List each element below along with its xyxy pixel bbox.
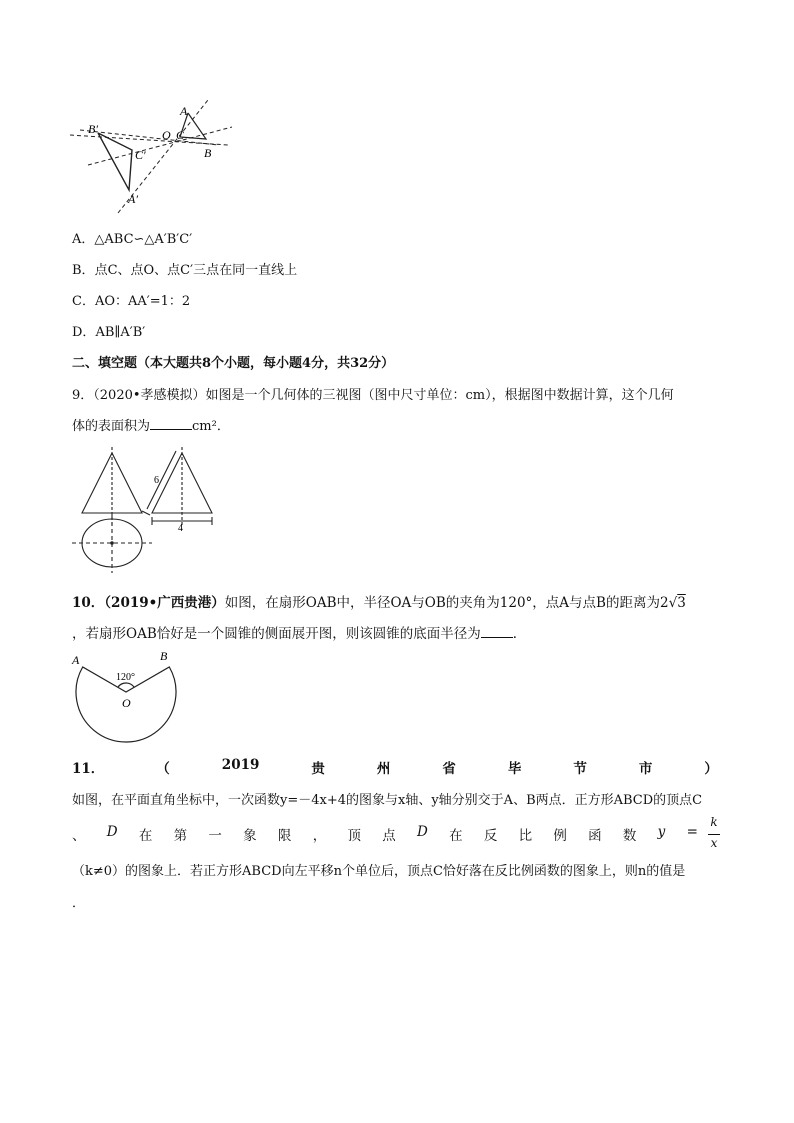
label-c: C: [176, 128, 185, 142]
label-o: O: [162, 128, 171, 142]
q11-year: 2019: [221, 757, 260, 773]
q11-h7: 节: [573, 761, 587, 777]
q11-header: [72, 757, 718, 777]
q10-label-a: A: [72, 653, 80, 667]
option-a-letter: A．: [72, 232, 95, 247]
option-a-text: △ABC∽△A′B′C′: [94, 232, 193, 247]
q11-p1: D: [106, 824, 118, 840]
q11-h6: 毕: [507, 761, 522, 777]
sector-figure: [68, 648, 183, 743]
option-d: [72, 321, 145, 340]
option-b: [72, 259, 297, 278]
option-c-letter: C．: [72, 294, 95, 309]
q11-p16: 数: [622, 828, 637, 844]
q9-line1: 9．（2020•孝感模拟）如图是一个几何体的三视图（图中尺寸单位：cm），根据图中数据计算，这个几何: [72, 388, 674, 403]
q10-answer-blank: [481, 623, 513, 638]
q9-answer-blank: [150, 415, 192, 430]
three-view-figure: [70, 445, 220, 575]
q11-paren-close: ）: [704, 761, 718, 777]
option-c: [72, 290, 190, 309]
fraction-denominator: x: [710, 836, 718, 850]
q11-p5: 象: [243, 828, 257, 844]
q9-unit: cm²．: [192, 419, 230, 434]
q11-p12: 反: [483, 828, 498, 844]
q10-text: 如图，在扇形OAB中，半径OA与OB的夹角为120°，点A与点B的距离为2: [224, 595, 669, 611]
option-d-text: AB∥A′B′: [95, 325, 146, 340]
q10-source: （2019•广西贵港）: [104, 595, 225, 611]
q10-line2-text: ，若扇形OAB恰好是一个圆锥的侧面展开图，则该圆锥的底面半径为: [72, 626, 481, 642]
label-b-prime: B′: [88, 122, 98, 136]
q11-line4: ．: [72, 896, 86, 911]
q11-h3: 贵: [311, 761, 325, 777]
q11-p8: 顶: [347, 828, 361, 844]
q9-slant-label: 6: [154, 475, 159, 486]
option-a: [72, 228, 192, 247]
q11-h4: 州: [376, 761, 391, 777]
section-title: 二、填空题（本大题共8个小题，每小题4分，共32分）: [72, 356, 395, 371]
q9-base-label: 4: [178, 523, 183, 534]
label-a-prime: A′: [128, 192, 138, 206]
q11-p7: ，: [312, 828, 327, 844]
q11-p0: 、: [72, 828, 86, 844]
q11-p2: 在: [138, 828, 153, 844]
q11-p14: 例: [553, 828, 567, 844]
q10-number: 10．: [72, 595, 105, 611]
q10-sqrt-arg: 3: [677, 595, 686, 611]
q11-p18: =: [686, 824, 698, 840]
q11-h5: 省: [442, 761, 456, 777]
label-a: A: [180, 104, 188, 118]
option-b-letter: B．: [72, 263, 95, 278]
q11-p4: 一: [208, 828, 222, 844]
sqrt-symbol: √: [668, 595, 678, 611]
q11-number: 11．: [72, 761, 105, 777]
label-b: B: [204, 146, 212, 160]
q11-line2: [72, 824, 698, 844]
q10-label-b: B: [160, 649, 168, 663]
q11-p11: 在: [449, 828, 463, 844]
q11-p13: 比: [518, 828, 533, 844]
option-c-text: AO：AA′=1：2: [94, 294, 191, 309]
q10-end: ．: [512, 626, 527, 642]
fraction-numerator: k: [710, 815, 718, 829]
label-c-prime: C′: [135, 148, 146, 162]
q11-h8: 市: [638, 761, 653, 777]
option-d-letter: D．: [72, 325, 96, 340]
q11-line1: 如图，在平面直角坐标中，一次函数y=－4x+4的图象与x轴、y轴分别交于A、B两点．正方形ABCD的顶点C: [72, 793, 703, 808]
q11-paren-open: （: [156, 761, 170, 777]
q10-line2: [72, 622, 526, 642]
similar-triangles-figure: [60, 95, 240, 215]
fraction-bar: [708, 834, 720, 835]
q11-p10: D: [416, 824, 428, 840]
q10-line1: [72, 591, 686, 611]
q10-label-o: O: [122, 696, 131, 710]
q11-p17: y: [657, 824, 666, 840]
q10-angle-label: 120°: [116, 672, 135, 683]
q11-line3: （k≠0）的图象上．若正方形ABCD向左平移n个单位后，顶点C恰好落在反比例函数的图象上，则n的值是: [72, 864, 686, 879]
q9-line2-text: 体的表面积为: [72, 419, 151, 434]
q11-p6: 限: [277, 828, 292, 844]
q11-p3: 第: [173, 828, 188, 844]
q11-p15: 函: [588, 828, 602, 844]
q9-line2: [72, 415, 230, 434]
option-b-text: 点C、点O、点C′三点在同一直线上: [94, 263, 298, 278]
q11-p9: 点: [382, 828, 396, 844]
